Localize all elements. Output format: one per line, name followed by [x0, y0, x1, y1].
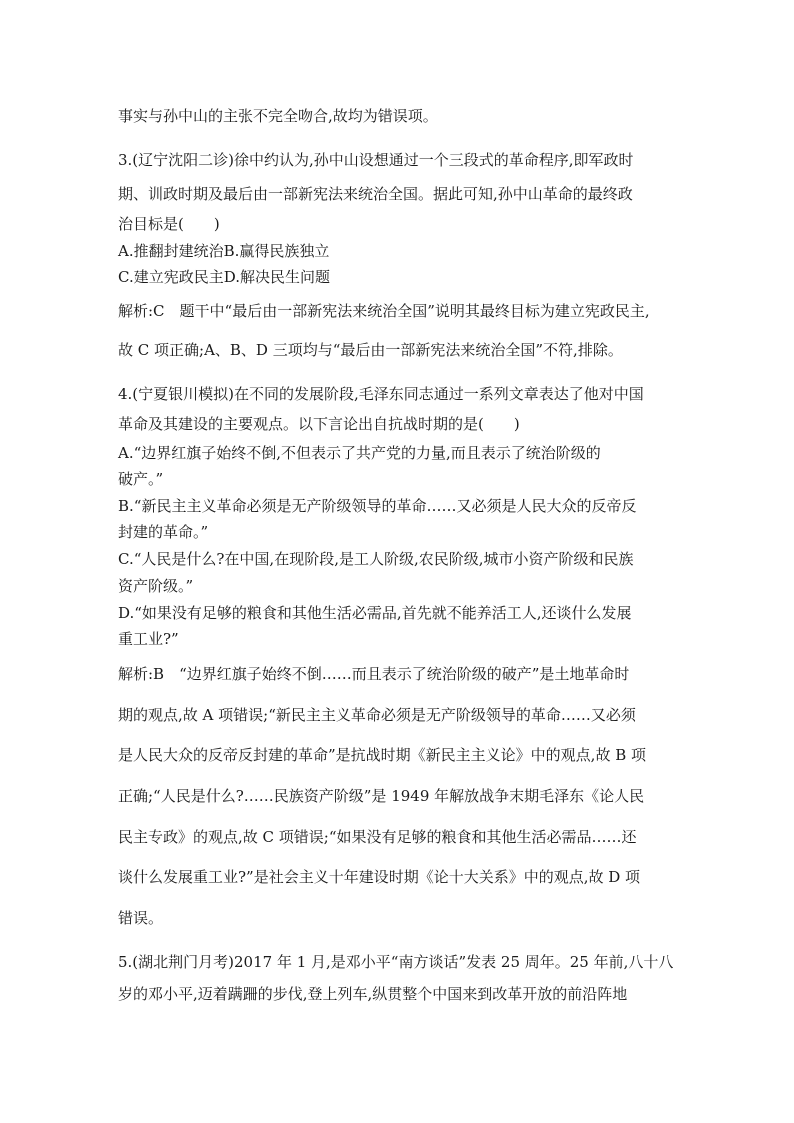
answer-4-line: 正确;“人民是什么?……民族资产阶级”是 1949 年解放战争末期毛泽东《论人民	[118, 787, 645, 805]
answer-4-line: 是人民大众的反帝反封建的革命”是抗战时期《新民主主义论》中的观点,故 B 项	[118, 746, 646, 764]
answer-4-line: 期的观点,故 A 项错误;“新民主主义革命必须是无产阶级领导的革命……又必须	[118, 706, 636, 724]
question-3-options: A.推翻封建统治B.赢得民族独立	[118, 242, 330, 260]
answer-3-line: 解析:C 题干中“最后由一部新宪法来统治全国”说明其最终目标为建立宪政民主,	[118, 302, 650, 320]
question-4-option-a: 破产。”	[118, 470, 164, 488]
question-3-line: 3.(辽宁沈阳二诊)徐中约认为,孙中山设想通过一个三段式的革命程序,即军政时	[118, 151, 634, 169]
question-4-option-c: 资产阶级。”	[118, 577, 194, 595]
question-3-options: C.建立宪政民主D.解决民生问题	[118, 268, 330, 286]
question-3-line: 期、训政时期及最后由一部新宪法来统治全国。据此可知,孙中山革命的最终政	[118, 185, 633, 203]
question-4-option-c: C.“人民是什么?在中国,在现阶段,是工人阶级,农民阶级,城市小资产阶级和民族	[118, 550, 634, 568]
question-3-line: 治目标是( )	[118, 215, 220, 233]
question-4-option-b: B.“新民主主义革命必须是无产阶级领导的革命……又必须是人民大众的反帝反	[118, 497, 637, 515]
answer-4-line: 错误。	[118, 909, 164, 927]
question-4-option-b: 封建的革命。”	[118, 523, 209, 541]
question-4-option-d: D.“如果没有足够的粮食和其他生活必需品,首先就不能养活工人,还谈什么发展	[118, 604, 632, 622]
text-line: 事实与孙中山的主张不完全吻合,故均为错误项。	[118, 107, 438, 125]
question-5-line: 5.(湖北荆门月考)2017 年 1 月,是邓小平“南方谈话”发表 25 周年。25 年前,八十八	[118, 953, 674, 971]
answer-4-line: 谈什么发展重工业?”是社会主义十年建设时期《论十大关系》中的观点,故 D 项	[118, 868, 641, 886]
answer-3-line: 故 C 项正确;A、B、D 三项均与“最后由一部新宪法来统治全国”不符,排除。	[118, 341, 623, 359]
question-4-option-a: A.“边界红旗子始终不倒,不但表示了共产党的力量,而且表示了统治阶级的	[118, 444, 601, 462]
question-4-line: 革命及其建设的主要观点。以下言论出自抗战时期的是( )	[118, 415, 520, 433]
question-5-line: 岁的邓小平,迈着蹒跚的步伐,登上列车,纵贯整个中国来到改革开放的前沿阵地	[118, 985, 628, 1003]
answer-4-line: 民主专政》的观点,故 C 项错误;“如果没有足够的粮食和其他生活必需品……还	[118, 828, 637, 846]
question-4-line: 4.(宁夏银川模拟)在不同的发展阶段,毛泽东同志通过一系列文章表达了他对中国	[118, 385, 644, 403]
answer-4-line: 解析:B “边界红旗子始终不倒……而且表示了统治阶级的破产”是土地革命时	[118, 665, 630, 683]
question-4-option-d: 重工业?”	[118, 630, 179, 648]
